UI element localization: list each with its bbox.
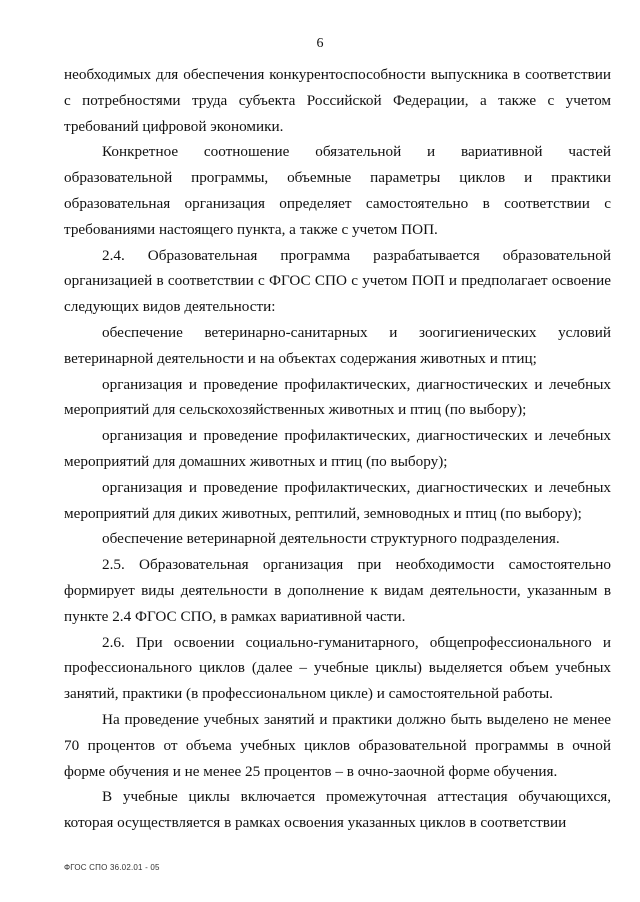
paragraph-2-4: 2.4. Образовательная программа разрабатывается образовательной организацией в соответствии с ФГОС СПО с учетом ПОП и предполагает освоение следующих видов деятельности: xyxy=(64,246,611,316)
list-item-activity-4: организация и проведение профилактических, диагностических и лечебных мероприятий для диких животных, рептилий, земноводных и птиц (по выбору); xyxy=(64,478,611,522)
paragraph-2-6: 2.6. При освоении социально-гуманитарного, общепрофессионального и профессионального циклов (далее – учебные циклы) выделяется объем учебных занятий, практики (в профессиональном цикле) и самостоятельной работы. xyxy=(64,633,611,703)
list-item-activity-3: организация и проведение профилактических, диагностических и лечебных мероприятий для домашних животных и птиц (по выбору); xyxy=(64,427,611,470)
paragraph-continuation: необходимых для обеспечения конкурентоспособности выпускника в соответствии с потребностями труда субъекта Российской Федерации, а также с учетом требований цифровой экономики. xyxy=(64,66,611,135)
paragraph-volume: На проведение учебных занятий и практики должно быть выделено не менее 70 процентов от объема учебных циклов образовательной программы в очной форме обучения и не менее 25 процентов – в очно-заочной форме обучения. xyxy=(64,710,611,780)
paragraph-2-5: 2.5. Образовательная организация при необходимости самостоятельно формирует виды деятельности в дополнение к видам деятельности, указанным в пункте 2.4 ФГОС СПО, в рамках вариативной части. xyxy=(64,556,611,625)
paragraph-attestation: В учебные циклы включается промежуточная аттестация обучающихся, которая осуществляется в рамках освоения указанных циклов в соответствии xyxy=(64,788,611,832)
list-item-activity-2: организация и проведение профилактических, диагностических и лечебных мероприятий для сельскохозяйственных животных и птиц (по выбору); xyxy=(64,375,611,419)
list-item-activity-5: обеспечение ветеринарной деятельности структурного подразделения. xyxy=(102,530,560,548)
paragraph-ratio: Конкретное соотношение обязательной и вариативной частей образовательной программы, объемные параметры циклов и практики образовательная организация определяет самостоятельно в соответствии с требованиями настоящего пункта, а также с учетом ПОП. xyxy=(64,143,611,238)
footer-code: ФГОС СПО 36.02.01 - 05 xyxy=(64,863,160,872)
list-item-activity-1: обеспечение ветеринарно-санитарных и зоогигиенических условий ветеринарной деятельности и на объектах содержания животных и птиц; xyxy=(64,323,611,367)
page-number: 6 xyxy=(316,36,324,51)
document-body xyxy=(64,62,611,836)
